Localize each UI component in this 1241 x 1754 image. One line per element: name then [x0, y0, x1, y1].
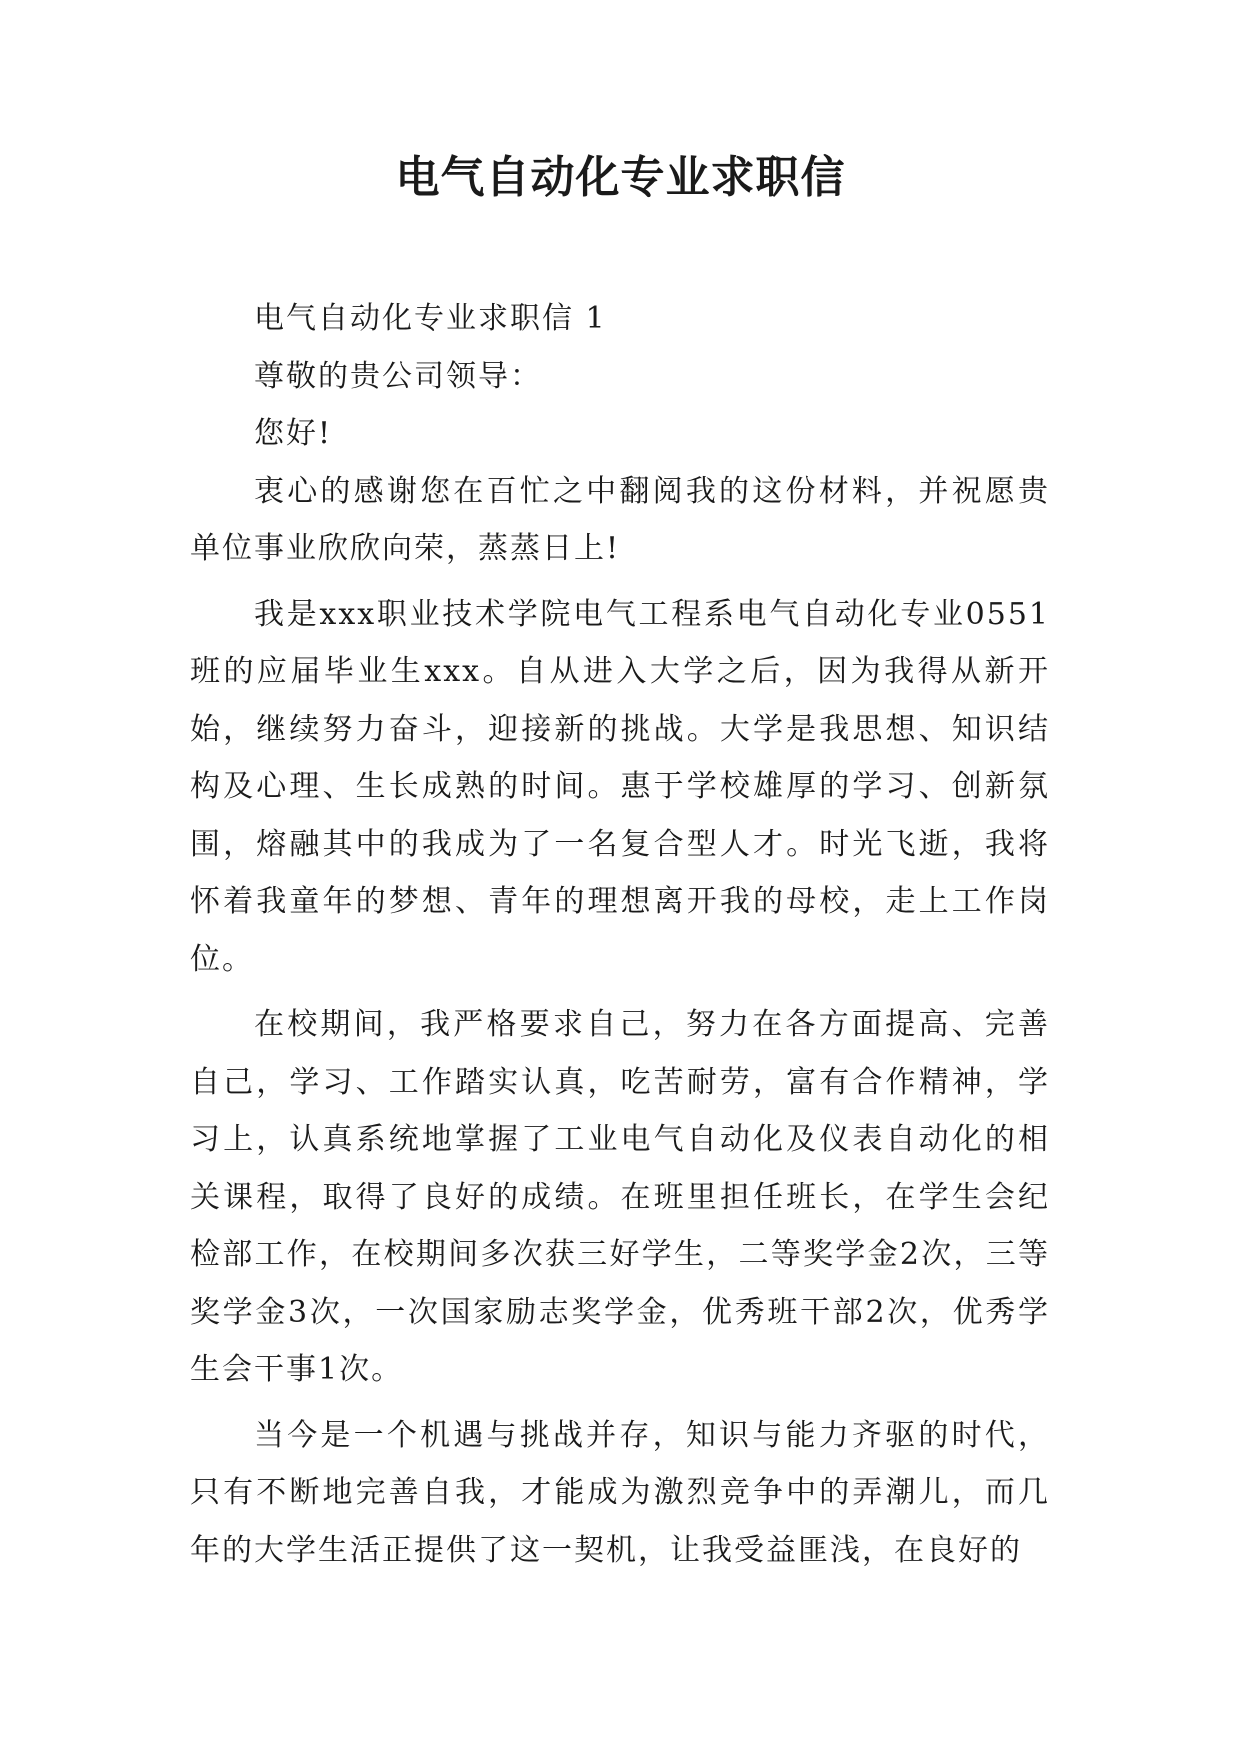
paragraph-introduction: 我是xxx职业技术学院电气工程系电气自动化专业0551班的应届毕业生xxx。自从进入大学之后，因为我得从新开始，继续努力奋斗，迎接新的挑战。大学是我思想、知识结构及心理、生长成熟的时间。惠于学校雄厚的学习、创新氛围，熔融其中的我成为了一名复合型人才。时光飞逝，我将怀着我童年的梦想、青年的理想离开我的母校，走上工作岗位。	[190, 596, 1050, 977]
paragraph-thanks: 衷心的感谢您在百忙之中翻阅我的这份材料，并祝愿贵单位事业欣欣向荣，蒸蒸日上!	[190, 473, 1050, 566]
paragraph-school-performance: 在校期间，我严格要求自己，努力在各方面提高、完善自己，学习、工作踏实认真，吃苦耐劳，富有合作精神，学习上，认真系统地掌握了工业电气自动化及仪表自动化的相关课程，取得了良好的成绩。在班里担任班长，在学生会纪检部工作，在校期间多次获三好学生，二等奖学金2次，三等奖学金3次，一次国家励志奖学金，优秀班干部2次，优秀学生会干事1次。	[190, 1007, 1050, 1387]
document-body	[190, 290, 1050, 1579]
document-title: 电气自动化专业求职信	[395, 152, 846, 203]
letter-heading: 电气自动化专业求职信 1	[254, 301, 607, 336]
greeting: 您好!	[254, 416, 333, 451]
paragraph-current-era: 当今是一个机遇与挑战并存，知识与能力齐驱的时代，只有不断地完善自我，才能成为激烈竞争中的弄潮儿，而几年的大学生活正提供了这一契机，让我受益匪浅，在良好的	[190, 1417, 1050, 1568]
salutation: 尊敬的贵公司领导：	[254, 358, 542, 394]
